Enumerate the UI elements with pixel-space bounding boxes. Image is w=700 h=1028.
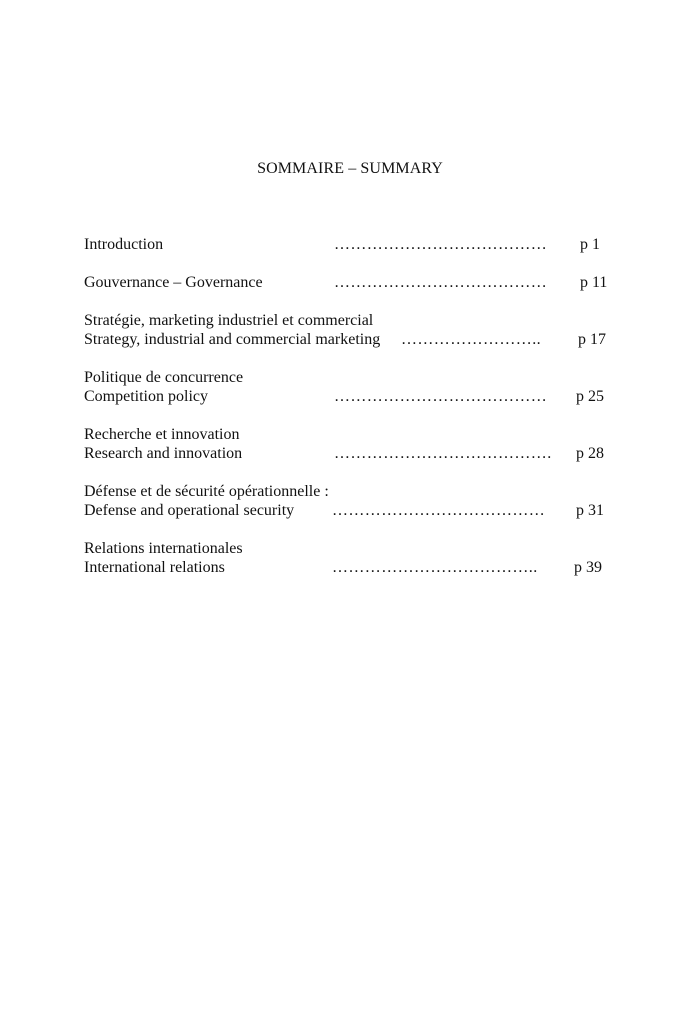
toc-line [84,558,624,577]
toc-leader-dots: ………………………………… [334,388,548,405]
toc-line [84,501,624,520]
toc-entry-label-en: Research and innovation [84,445,243,462]
toc-entry-label-en: Competition policy [84,388,208,405]
toc-entry-label-en: International relations [84,559,225,576]
toc-entry-label-fr: Relations internationales [84,540,243,557]
toc-leader-dots: …………………….. [401,331,541,348]
toc-leader-dots: ………………………………… [334,236,548,253]
toc-line [84,311,624,330]
toc-page-number: p 25 [576,388,604,405]
toc-page-number: p 31 [576,502,604,519]
toc-page-number: p 28 [576,445,604,462]
toc-line [84,444,624,463]
toc-entry-label-fr: Stratégie, marketing industriel et commercial [84,312,374,329]
toc-line [84,539,624,558]
toc-entry-label-fr: Recherche et innovation [84,426,240,443]
toc-line [84,235,624,254]
toc-line [84,273,624,292]
toc-entry-international[interactable] [84,539,624,577]
toc-entry-label-en: Strategy, industrial and commercial marketing [84,331,381,348]
toc-line [84,330,624,349]
page-title: SOMMAIRE – SUMMARY [257,160,443,177]
toc-entry-defense[interactable] [84,482,624,520]
toc-entry-label: Introduction [84,236,164,253]
toc-entry-strategy[interactable] [84,311,624,349]
toc-entry-label: Gouvernance – Governance [84,274,263,291]
toc-leader-dots: ………………………………… [334,274,548,291]
toc-line [84,368,624,387]
toc-line [84,425,624,444]
toc-entry-introduction[interactable] [84,235,624,254]
toc-entry-research[interactable] [84,425,624,463]
toc-entry-label-en: Defense and operational security [84,502,295,519]
toc-page-number: p 39 [574,559,602,576]
toc-page-number: p 1 [580,236,600,253]
toc-page-number: p 17 [578,331,606,348]
toc-entry-governance[interactable] [84,273,624,292]
toc-leader-dots: ……………………………….. [332,559,538,576]
toc-line [84,387,624,406]
toc-page-number: p 11 [580,274,608,291]
toc-entry-label-fr: Politique de concurrence [84,369,244,386]
toc-line [84,482,624,501]
toc-leader-dots: …………………………………. [334,445,552,462]
toc-entry-label-fr: Défense et de sécurité opérationnelle : [84,483,329,500]
toc-leader-dots: ………………………………… [332,502,546,519]
toc-entry-competition[interactable] [84,368,624,406]
